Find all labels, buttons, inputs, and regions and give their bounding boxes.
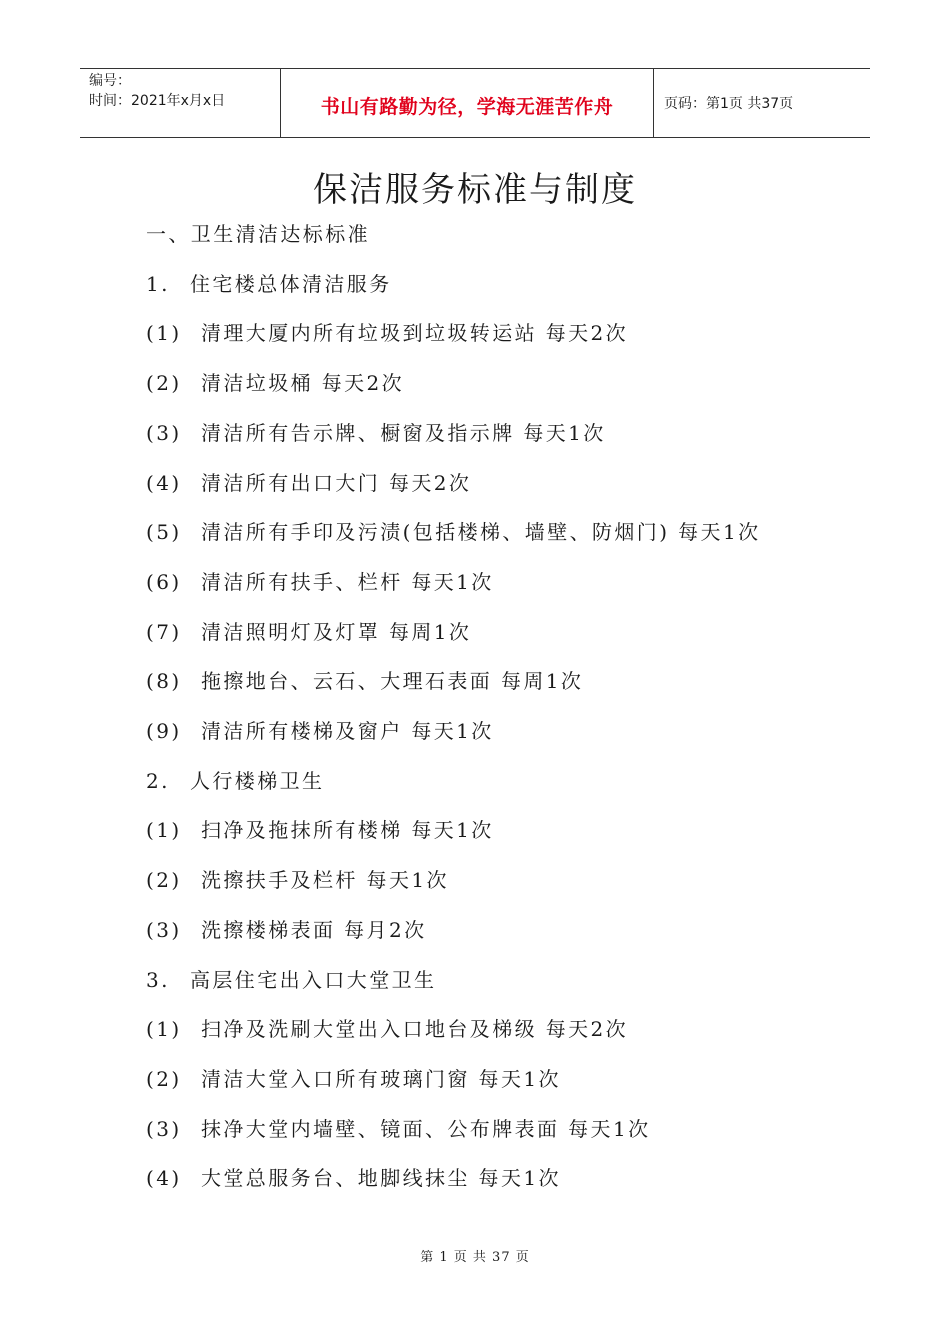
document-header (80, 68, 870, 138)
item-text: 洗擦楼梯表面 每月2次 (201, 917, 427, 942)
item-text: 清洁所有告示牌、橱窗及指示牌 每天1次 (201, 420, 606, 445)
item-text: 扫净及洗刷大堂出入口地台及梯级 每天2次 (201, 1017, 629, 1042)
item-number: (5) (146, 520, 182, 545)
item-text: 清洁所有扶手、栏杆 每天1次 (201, 569, 494, 594)
page-footer: 第 1 页 共 37 页 (420, 1250, 530, 1265)
item-text: 大堂总服务台、地脚线抹尘 每天1次 (201, 1166, 561, 1191)
item-number: (3) (146, 420, 182, 445)
item-number: (3) (146, 917, 182, 942)
item-text: 清理大厦内所有垃圾到垃圾转运站 每天2次 (201, 321, 629, 346)
item-text: 高层住宅出入口大堂卫生 (190, 967, 437, 992)
item-text: 拖擦地台、云石、大理石表面 每周1次 (201, 669, 584, 694)
item-number: (8) (146, 669, 182, 694)
item-text: 人行楼梯卫生 (190, 768, 325, 793)
item-text: 清洁照明灯及灯罩 每周1次 (201, 619, 472, 644)
item-number: (1) (146, 1017, 182, 1042)
section-heading-text: 一、卫生清洁达标标准 (146, 222, 370, 246)
date-label: 时间：2021年x月x日 (89, 93, 226, 109)
item-number: (2) (146, 371, 182, 396)
item-text: 清洁所有出口大门 每天2次 (201, 470, 472, 495)
item-text: 洗擦扶手及栏杆 每天1次 (201, 868, 449, 893)
motto-text: 书山有路勤为径，学海无涯苦作舟 (320, 95, 614, 118)
item-number: 1. (146, 271, 170, 296)
item-text: 抹净大堂内墙壁、镜面、公布牌表面 每天1次 (201, 1116, 651, 1141)
page-info: 页码：第1页 共37页 (664, 96, 794, 112)
item-text: 清洁大堂入口所有玻璃门窗 每天1次 (201, 1066, 561, 1091)
item-number: (9) (146, 719, 182, 743)
header-page-cell (654, 69, 870, 137)
item-text: 清洁垃圾桶 每天2次 (201, 371, 405, 396)
item-number: (2) (146, 1066, 182, 1091)
serial-label: 编号： (89, 73, 131, 89)
item-text: 清洁所有手印及污渍(包括楼梯、墙壁、防烟门) 每天1次 (201, 520, 761, 545)
item-number: 2. (146, 768, 170, 793)
item-number: (1) (146, 818, 182, 843)
item-number: (3) (146, 1116, 182, 1141)
item-text: 清洁所有楼梯及窗户 每天1次 (201, 719, 494, 743)
item-number: (6) (146, 569, 182, 594)
item-number: 3. (146, 967, 170, 992)
item-number: (4) (146, 470, 182, 495)
item-number: (1) (146, 321, 182, 346)
header-motto-cell (281, 69, 654, 137)
document-title: 保洁服务标准与制度 (313, 170, 637, 210)
item-text: 扫净及拖抹所有楼梯 每天1次 (201, 818, 494, 843)
item-number: (4) (146, 1166, 182, 1191)
header-meta-cell (80, 69, 281, 137)
item-text: 住宅楼总体清洁服务 (190, 271, 392, 296)
item-number: (2) (146, 868, 182, 893)
item-number: (7) (146, 619, 182, 644)
